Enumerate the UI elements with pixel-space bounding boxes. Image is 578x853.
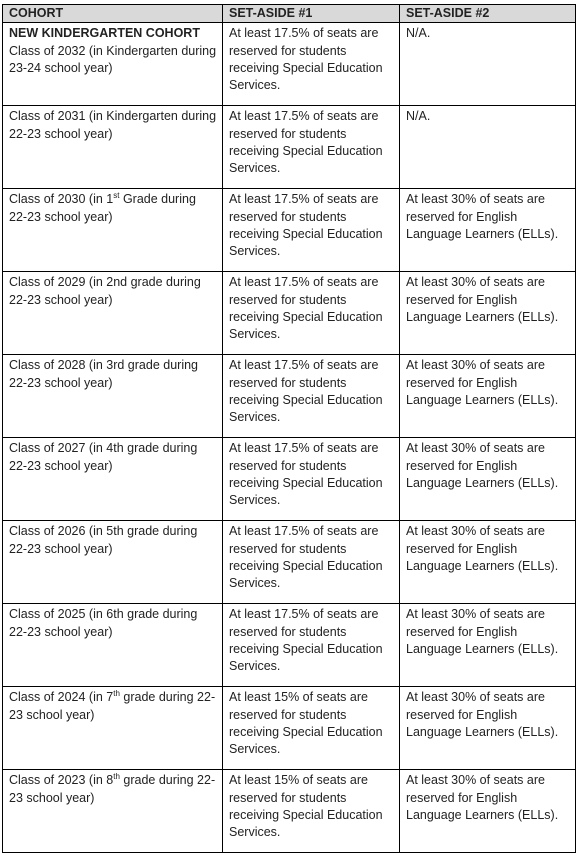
- table-row: [3, 355, 576, 438]
- cohort-text-rest: grade during 22-23 school year): [9, 690, 216, 722]
- set-aside-2-cell: At least 30% of seats are reserved for English Language Learners (ELLs).: [400, 189, 576, 272]
- set-aside-2-cell: At least 30% of seats are reserved for English Language Learners (ELLs).: [400, 438, 576, 521]
- set-aside-1-cell: At least 17.5% of seats are reserved for students receiving Special Education Services.: [223, 438, 400, 521]
- cohort-text-rest: grade during 22-23 school year): [9, 773, 216, 805]
- set-aside-1-cell: At least 17.5% of seats are reserved for students receiving Special Education Services.: [223, 189, 400, 272]
- cohort-text: Class of 2030 (in 1: [9, 192, 114, 207]
- header-row: [3, 5, 576, 23]
- set-aside-2-cell: At least 30% of seats are reserved for English Language Learners (ELLs).: [400, 355, 576, 438]
- cohort-cell: [3, 106, 223, 189]
- cohort-cell: [3, 604, 223, 687]
- ordinal-suffix: st: [113, 191, 120, 201]
- table-row: [3, 106, 576, 189]
- ordinal-suffix: th: [113, 689, 120, 699]
- cohort-text: Class of 2023 (in 8: [9, 773, 114, 788]
- set-aside-2-cell: At least 30% of seats are reserved for English Language Learners (ELLs).: [400, 604, 576, 687]
- header-cohort: COHORT: [3, 5, 223, 23]
- cohort-text: Class of 2024 (in 7: [9, 690, 114, 705]
- set-aside-1-cell: At least 17.5% of seats are reserved for students receiving Special Education Services.: [223, 604, 400, 687]
- table-row: [3, 687, 576, 770]
- table-row: [3, 521, 576, 604]
- set-aside-2-cell: N/A.: [400, 106, 576, 189]
- cohort-cell: [3, 770, 223, 853]
- set-aside-1-cell: At least 15% of seats are reserved for students receiving Special Education Services.: [223, 770, 400, 853]
- set-aside-2-cell: At least 30% of seats are reserved for English Language Learners (ELLs).: [400, 272, 576, 355]
- table-row: [3, 770, 576, 853]
- cohort-title: NEW KINDERGARTEN COHORT: [9, 26, 200, 41]
- header-set-aside-2: SET-ASIDE #2: [400, 5, 576, 23]
- set-aside-2-cell: At least 30% of seats are reserved for English Language Learners (ELLs).: [400, 687, 576, 770]
- cohort-text: Class of 2032 (in Kindergarten during 23-24 school year): [9, 43, 217, 75]
- set-aside-1-cell: At least 17.5% of seats are reserved for students receiving Special Education Services.: [223, 23, 400, 106]
- cohort-text: Class of 2028 (in 3rd grade during 22-23 school year): [9, 358, 199, 390]
- cohort-text: Class of 2026 (in 5th grade during 22-23 school year): [9, 524, 198, 556]
- set-aside-table: [2, 4, 576, 853]
- cohort-cell: [3, 272, 223, 355]
- table-row: [3, 189, 576, 272]
- table-row: [3, 23, 576, 106]
- cohort-text-rest: Grade during 22-23 school year): [9, 192, 196, 224]
- cohort-text: Class of 2031 (in Kindergarten during 22-23 school year): [9, 109, 217, 141]
- table-row: [3, 604, 576, 687]
- set-aside-1-cell: At least 17.5% of seats are reserved for students receiving Special Education Services.: [223, 272, 400, 355]
- ordinal-suffix: th: [113, 772, 120, 782]
- header-set-aside-1: SET-ASIDE #1: [223, 5, 400, 23]
- cohort-cell: [3, 23, 223, 106]
- cohort-text: Class of 2025 (in 6th grade during 22-23 school year): [9, 607, 198, 639]
- set-aside-1-cell: At least 17.5% of seats are reserved for students receiving Special Education Services.: [223, 355, 400, 438]
- set-aside-2-cell: At least 30% of seats are reserved for English Language Learners (ELLs).: [400, 770, 576, 853]
- cohort-text: Class of 2029 (in 2nd grade during 22-23 school year): [9, 275, 201, 307]
- cohort-cell: [3, 189, 223, 272]
- cohort-cell: [3, 521, 223, 604]
- table-row: [3, 438, 576, 521]
- cohort-cell: [3, 438, 223, 521]
- table-row: [3, 272, 576, 355]
- set-aside-1-cell: At least 17.5% of seats are reserved for students receiving Special Education Services.: [223, 106, 400, 189]
- cohort-text: Class of 2027 (in 4th grade during 22-23 school year): [9, 441, 198, 473]
- cohort-cell: [3, 687, 223, 770]
- set-aside-1-cell: At least 15% of seats are reserved for students receiving Special Education Services.: [223, 687, 400, 770]
- set-aside-1-cell: At least 17.5% of seats are reserved for students receiving Special Education Services.: [223, 521, 400, 604]
- set-aside-2-cell: N/A.: [400, 23, 576, 106]
- set-aside-2-cell: At least 30% of seats are reserved for English Language Learners (ELLs).: [400, 521, 576, 604]
- cohort-cell: [3, 355, 223, 438]
